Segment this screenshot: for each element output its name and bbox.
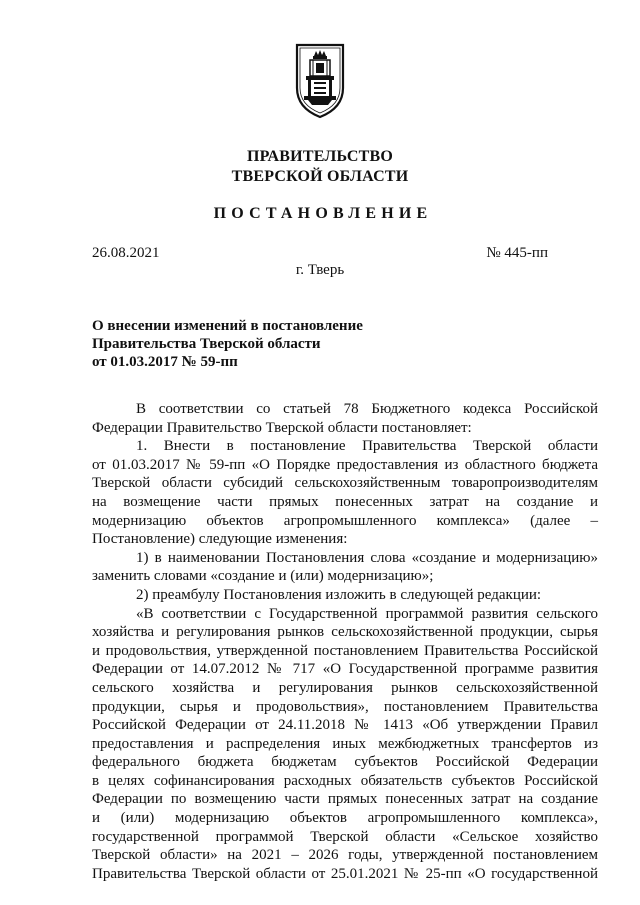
body-line: Федерации от 14.07.2012 № 717 «О Государственной программе развития <box>92 661 598 678</box>
body-line: государственной программой Тверской области «Сельское хозяйство <box>92 828 598 845</box>
org-title-line2: ТВЕРСКОЙ ОБЛАСТИ <box>231 168 409 185</box>
body-line: Правительства Тверской области от 25.01.2021 № 25-пп «О государственной <box>92 865 598 882</box>
body-line: «В соответствии с Государственной программой развития сельского <box>136 605 598 622</box>
body-line: и продовольствия, утвержденной постановлением Правительства Российской <box>92 642 598 659</box>
body-line: Тверской области субсидий сельскохозяйственным товаропроизводителям <box>92 475 598 492</box>
body-line: модернизацию объектов агропромышленного комплекса» (далее – <box>92 512 598 529</box>
body-line: сельского хозяйства и регулирования рынков сельскохозяйственной <box>92 679 598 696</box>
subject-line: от 01.03.2017 № 59-пп <box>92 354 238 370</box>
body-line: хозяйства и регулирования рынков сельскохозяйственной продукции, сырья <box>92 624 598 641</box>
body-line: В соответствии со статьей 78 Бюджетного кодекса Российской <box>136 401 598 417</box>
subject-line: Правительства Тверской области <box>92 336 321 352</box>
document-date: 26.08.2021 <box>92 245 160 261</box>
body-line: Федерации по возмещению части прямых понесенных затрат на создание <box>92 791 598 808</box>
body-line: от 01.03.2017 № 59-пп «О Порядке предоставления из областного бюджета <box>92 456 598 473</box>
tver-region-coat-of-arms-icon <box>294 42 346 120</box>
document-number: № 445-пп <box>486 245 548 261</box>
body-line: предоставления и распределения иных межбюджетных трансфертов из <box>92 735 598 752</box>
body-line: федерального бюджета бюджетам субъектов Российской Федерации <box>92 754 598 771</box>
document-city: г. Тверь <box>295 262 345 278</box>
body-line: на возмещение части прямых понесенных затрат на создание и <box>92 493 598 510</box>
body-line: заменить словами «создание и (или) модернизацию»; <box>92 568 434 585</box>
org-title-line1: ПРАВИТЕЛЬСТВО <box>246 148 394 165</box>
body-line: в целях софинансирования расходных обязательств субъектов Российской <box>92 772 598 789</box>
body-line: Постановление) следующие изменения: <box>92 531 348 548</box>
document-type: ПОСТАНОВЛЕНИЕ <box>213 205 433 222</box>
body-line: продукции, сырья и продовольствия», постановлением Правительства <box>92 698 598 715</box>
body-line: Российской Федерации от 24.11.2018 № 1413 «Об утверждении Правил <box>92 717 598 734</box>
body-line: 1. Внести в постановление Правительства Тверской области <box>136 438 598 455</box>
body-line: 2) преамбулу Постановления изложить в следующей редакции: <box>136 586 542 603</box>
document-body <box>92 400 598 883</box>
body-line: и (или) модернизацию объектов агропромышленного комплекса», <box>92 810 598 827</box>
subject-line: О внесении изменений в постановление <box>92 318 363 334</box>
body-line: 1) в наименовании Постановления слова «создание и модернизацию» <box>136 549 598 566</box>
body-line: Федерации Правительство Тверской области постановляет: <box>92 419 472 436</box>
body-line: Тверской области» на 2021 – 2026 годы, утвержденной постановлением <box>92 847 598 864</box>
